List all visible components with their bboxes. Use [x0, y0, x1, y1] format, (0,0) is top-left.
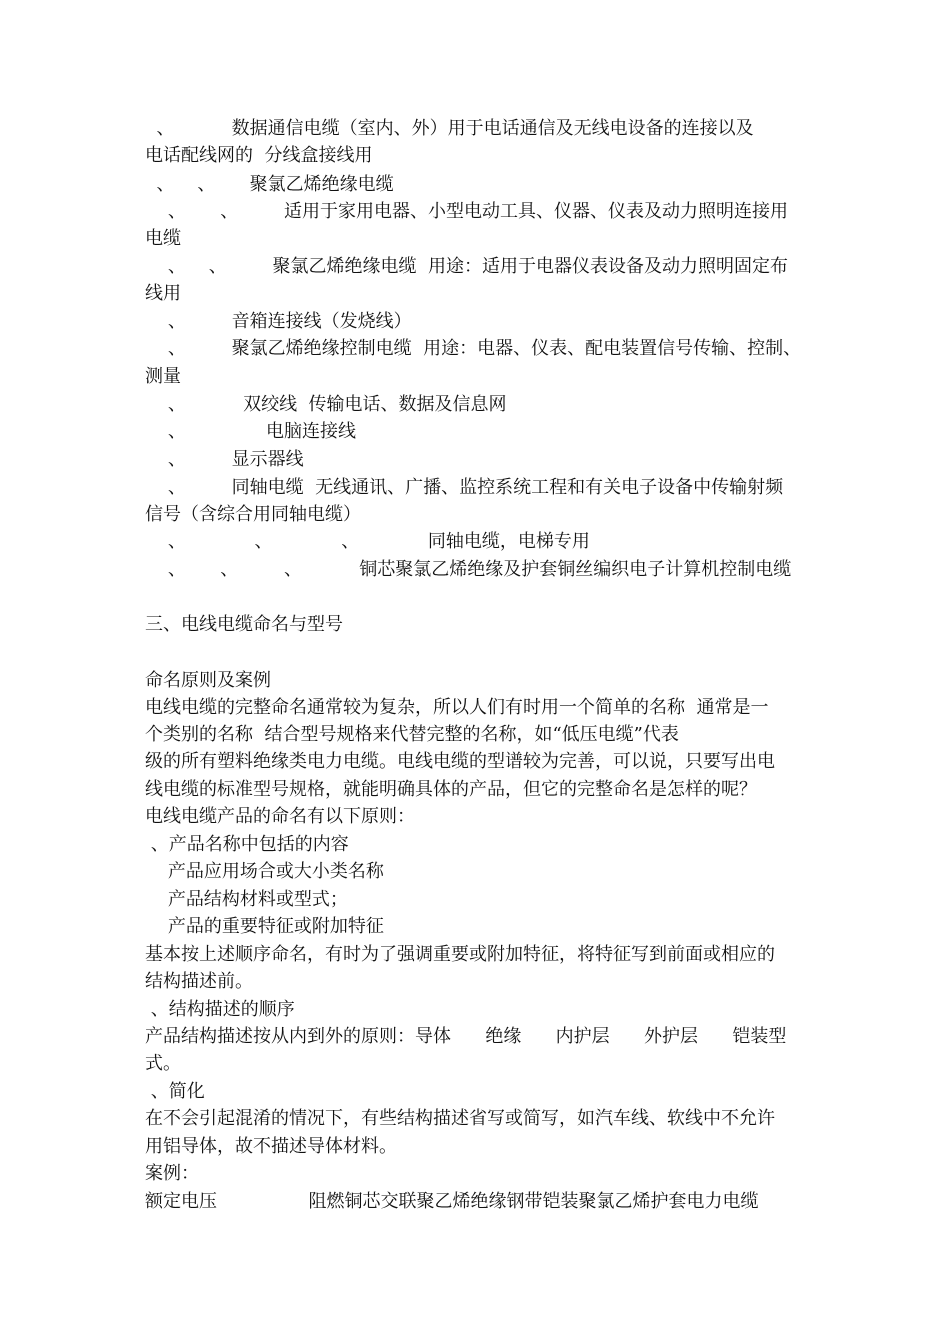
text-line: 、 聚氯乙烯绝缘控制电缆 用途：电器、仪表、配电装置信号传输、控制、 — [145, 338, 802, 359]
text-line: 、 、 、 同轴电缆，电梯专用 — [145, 531, 590, 552]
text-line: 电话配线网的 分线盒接线用 — [145, 145, 373, 166]
text-line: 电缆 — [145, 228, 181, 249]
text-line: 、 音箱连接线（发烧线） — [145, 311, 412, 332]
text-line: 线电缆的标准型号规格，就能明确具体的产品，但它的完整命名是怎样的呢？ — [145, 779, 757, 800]
subsection-heading: 命名原则及案例 — [145, 670, 271, 691]
text-line: 产品结构材料或型式； — [145, 889, 348, 910]
text-line: 线用 — [145, 283, 181, 304]
text-line: 、结构描述的顺序 — [145, 999, 295, 1020]
text-line: 级的所有塑料绝缘类电力电缆。电线电缆的型谱较为完善，可以说，只要写出电 — [145, 751, 775, 772]
text-line: 电线电缆产品的命名有以下原则： — [145, 806, 415, 827]
text-line: 、 数据通信电缆（室内、外）用于电话通信及无线电设备的连接以及 — [145, 118, 754, 139]
text-line: 、 、 聚氯乙烯绝缘电缆 用途：适用于电器仪表设备及动力照明固定布 — [145, 256, 788, 277]
text-line: 、 、 、 铜芯聚氯乙烯绝缘及护套铜丝编织电子计算机控制电缆 — [145, 559, 792, 580]
text-line: 产品应用场合或大小类名称 — [145, 861, 384, 882]
text-line: 产品的重要特征或附加特征 — [145, 916, 384, 937]
text-line: 、 显示器线 — [145, 449, 304, 470]
text-line: 、产品名称中包括的内容 — [145, 834, 349, 855]
text-line: 个类别的名称 结合型号规格来代替完整的名称，如“低压电缆”代表 — [145, 724, 679, 745]
text-line: 、简化 — [145, 1081, 205, 1102]
section-heading: 三、电线电缆命名与型号 — [145, 614, 343, 635]
text-line: 、 双绞线 传输电话、数据及信息网 — [145, 394, 507, 415]
text-line: 案例： — [145, 1163, 199, 1184]
text-line: 用铝导体，故不描述导体材料。 — [145, 1136, 397, 1157]
text-line: 在不会引起混淆的情况下，有些结构描述省写或简写，如汽车线、软线中不允许 — [145, 1108, 775, 1129]
text-line: 额定电压 阻燃铜芯交联聚乙烯绝缘钢带铠装聚氯乙烯护套电力电缆 — [145, 1191, 759, 1212]
text-line: 产品结构描述按从内到外的原则：导体 绝缘 内护层 外护层 铠装型 — [145, 1026, 787, 1047]
text-line: 、 、 适用于家用电器、小型电动工具、仪器、仪表及动力照明连接用 — [145, 201, 788, 222]
text-line: 测量 — [145, 366, 181, 387]
text-line: 、 同轴电缆 无线通讯、广播、监控系统工程和有关电子设备中传输射频 — [145, 477, 784, 498]
text-line: 、 、 聚氯乙烯绝缘电缆 — [145, 174, 394, 195]
text-line: 式。 — [145, 1053, 181, 1074]
text-line: 结构描述前。 — [145, 971, 253, 992]
text-line: 信号（含综合用同轴电缆） — [145, 504, 361, 525]
text-line: 基本按上述顺序命名，有时为了强调重要或附加特征，将特征写到前面或相应的 — [145, 944, 775, 965]
text-line: 、 电脑连接线 — [145, 421, 356, 442]
text-line: 电线电缆的完整命名通常较为复杂，所以人们有时用一个简单的名称 通常是一 — [145, 697, 769, 718]
